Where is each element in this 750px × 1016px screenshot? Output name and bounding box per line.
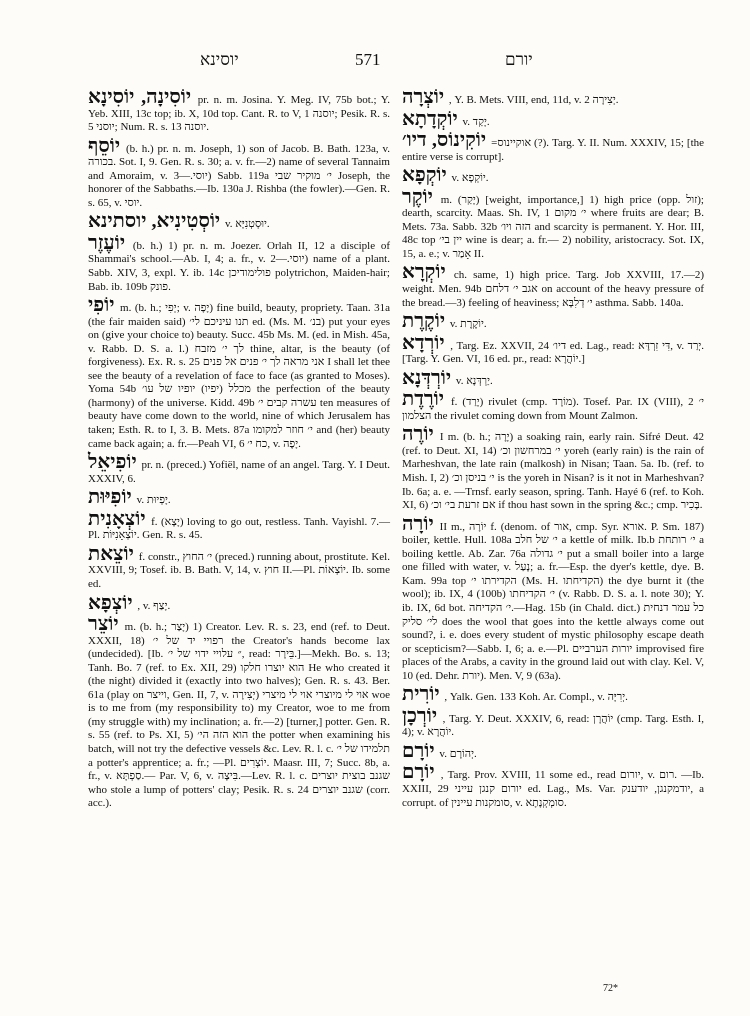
dictionary-entry xyxy=(402,704,705,740)
entry-definition: I m. (b. h.; יָרָה) a soaking rain, early rain. Sifré Deut. 42 (ref. to Deut. XI, 14) י׳ במרחשון וכ׳ yoreh (early rain) is the rain of Marheshvan, the late rain (malkosh) in Nisan; Taan. 5a. Ib. (ref. to Mish. I, 2) י׳ בניסן וכ׳ is the yoreh in Nisan? is it not in Marheshvan? Ib. 6a; a. e. —Trnsf. early season, spring. Tanh. Hayé 6 (ref. to Koh. XI, 6) אם זרעת בי׳ וכ׳ if thou hast sown in the spring &c.; cmp. בָּכִיר. xyxy=(402,431,705,512)
entry-headword: יוֹסְטִינִיא, יוסתינא xyxy=(88,210,221,233)
entry-headword: יוֹצֵאת xyxy=(88,542,134,565)
dictionary-entry xyxy=(402,685,704,705)
page-header xyxy=(0,50,750,76)
entry-definition: , Targ. Ez. XXVII, 24 דיו׳ ed. Lag., read: דִּי זִרְדָּא, v. יְרַד. [Targ. Y. Gen. VI, 16 ed. pr., read: יוֹהֲרָא.] xyxy=(402,339,704,366)
entry-headword: יוֹקֶרֶת xyxy=(402,310,446,333)
dictionary-entry xyxy=(88,453,390,486)
entry-headword: יוֹצֵר xyxy=(88,613,119,636)
entry-definition: v. יוֹקְפָא. xyxy=(451,172,489,185)
dictionary-entry xyxy=(402,425,704,512)
entry-definition: v. יָקַד. xyxy=(462,115,490,128)
entry-definition: m. (b. h.; יָצַר) 1) Creator. Lev. R. s. 23, end (ref. to Deut. XXXII, 18) רפויי יד של י׳ the Creator's hands become lax (undecided). [Ib. ״ עלויי ידוי של י׳, read: בֵּירָר.]—Mekh. Bo. s. 13; Tanh. Bo. 7 (ref. to Ex. XII, 29) הוא יוצרו חלקו He who created it (the night) divided it (exactly into two halves); Gen. R. s. 43. Ber. 61a (play on וייצר, Gen. II, 7, v. יְצִירָה) אוי לי מיוצרי אוי לי מיצרי woe is to me from (my responsibility to) my Creator, woe to me from (my struggle with) my inclination; a. fr.—2) [turner,] potter. Gen. R. s. 55 (ref. to Ps. XI, 5) הוא הזה הי׳ the potter when examining his batch, will not try the defective vessels &c. Lev. R. l. c. תלמידו של י׳ a potter's apprentice; a. fr.; —Pl. יוֹצְרִים. Maasr. III, 7; Succ. 8b, a. fr., v. סַפְתָּא.— Par. V, 6, v. בִּיצָה.—Lev. R. l. c. שגנב בוצית יוצרים who stole a lump of potters' clay; Pesik. R. s. 24 שגנב יוצרים (corr. acc.). xyxy=(88,621,391,810)
dictionary-entry xyxy=(402,763,704,810)
entry-headword: יוֹצְאָנִית xyxy=(88,507,146,530)
entry-definition: , Yalk. Gen. 133 Koh. Ar. Compl., v. יְרִיָּה. xyxy=(444,691,628,704)
right-column xyxy=(402,88,704,812)
entry-headword: יוֹקְפָא xyxy=(402,164,447,187)
entry-definition: v. יְהוֹרָם. xyxy=(439,747,477,760)
entry-definition: (b. h.) pr. n. m. Joseph, 1) son of Jacob. B. Bath. 123a, v. בכורה. Sot. I, 9. Gen. R. s. 30; a. v. fr.—2) name of several Tannaim and Amoraim, v. יוסי.—3) Sabb. 119a י׳ מוקיר שבי Joseph, the honorer of the Sabbaths.—Ib. 130a J. Rishba (the fowler).—Gen. R. s. 65, v. יוסי. xyxy=(88,142,390,209)
entry-definition: v. יַרְדְּנָא. xyxy=(455,374,493,387)
entry-definition: v. יָפְיוּת. xyxy=(136,494,171,507)
dictionary-entry xyxy=(88,542,390,592)
dictionary-entry xyxy=(402,88,704,108)
entry-definition: II m., יוֹרָה f. (denom. of אור, cmp. Syr. אורא. P. Sm. 187) boiler, kettle. Hull. 108a י׳ של חלב a kettle of milk. Ib.b י׳ רותחת a boiling kettle. Ab. Zar. 76a י׳ גדולה put a small boiler into a large one filled with water, v. נָעַל; a. fr.—Esp. the dyer's kettle, dye. B. Kam. 99a top הקדירתו י׳ (Ms. H. הקדיחתו) the dye burnt it (the wool); ib. IX, 4 (100b) י׳ הקדיחתו (v. Rabb. D. S. a. l. note 30); Y. ib. IX, 6d bot. י׳ הקדיחה.—Hag. 15b (in Chald. dict.) כל עמר דנחית לי׳ סליק does the wool that goes into the kettle always come out sound?, i. e. does every student of mystic philosophy escape death or scepticism?—Sabb. I, 6; a. e.—Pl. יורות הערביים improvised fire places of the Arabs, a cavity in the ground laid out with clay. Kel. V, 10 (ed. Dehr. יורת). Men. V, 9 (63a). xyxy=(402,520,705,682)
dictionary-entry xyxy=(402,185,705,262)
dictionary-entry xyxy=(88,488,390,508)
entry-headword: יוֹפִיּוּת xyxy=(88,486,132,509)
entry-definition: (b. h.) 1) pr. n. m. Joezer. Orlah II, 12 a disciple of Shammai's school.—Ab. I, 4; a. fr., v. יוסי.—2) name of a plant. Sabb. XIV, 3, expl. Y. ib. 14c פולימודיכן polytrichon, Maiden-hair; Bab. ib. 109b פונק. xyxy=(88,239,391,293)
left-column xyxy=(88,88,390,813)
entry-headword: יוֹפִי xyxy=(88,294,115,317)
dictionary-entry xyxy=(88,231,391,294)
entry-definition: m. (יָקַר) [weight, importance,] 1) high price (opp. זול); dearth, scarcity. Maas. Sh. IV, 1 י׳ מקום where fruits are dear; B. Mets. 73a. Sabb. 32b הזה ויו׳ and scarcity is permanent. Y. Hor. III, 48c top יין בי׳ wine is dear; a. fr.— 2) nobility, aristocracy. Sot. IX, 15, a. e.; v. אָמַר II. xyxy=(402,193,705,260)
entry-definition: , v. יָצַף. xyxy=(137,599,171,612)
entry-definition: , Targ. Y. Deut. XXXIV, 6, read: יוֹהֲרָן (cmp. Targ. Esth. I, 4); v. יוֹהֲרָא. xyxy=(402,712,705,739)
dictionary-entry xyxy=(402,366,704,389)
entry-headword: יוֹרֶדֶת xyxy=(402,388,445,411)
entry-headword: יוֹקְרָא xyxy=(402,261,446,284)
dictionary-entry xyxy=(88,615,390,811)
dictionary-entry xyxy=(402,331,704,367)
entry-definition: , Y. B. Mets. VIII, end, 11d, v. יְצִירָה 2. xyxy=(448,94,619,106)
dictionary-entry xyxy=(402,107,704,130)
dictionary-entry xyxy=(402,131,704,164)
entry-headword: יוֹעֶזֶר xyxy=(88,231,126,254)
running-head-left: יוסינא xyxy=(200,50,239,69)
entry-headword: יוֹצְפָא xyxy=(88,591,133,614)
entry-headword: יוֹרִית xyxy=(402,683,440,706)
entry-definition: pr. n. (preced.) Yofiël, name of an angel. Targ. Y. I Deut. XXXIV, 6. xyxy=(88,459,391,485)
entry-headword: יוֹרֶה xyxy=(402,423,434,446)
entry-headword: יוֹצְרָה xyxy=(402,86,445,108)
entry-headword: יוֹקֶר xyxy=(402,185,433,208)
entry-definition: f. (יָרַד) rivulet (cmp. מוֹרָד). Tosef. Par. IX (VIII), 2 י׳ הצלמון the rivulet coming down from Mount Zalmon. xyxy=(402,396,704,422)
entry-headword: יוֹרְדָא xyxy=(402,331,445,354)
dictionary-entry xyxy=(88,507,391,543)
dictionary-entry xyxy=(88,134,390,211)
dictionary-entry xyxy=(402,739,704,762)
entry-headword: יוֹרָה xyxy=(402,512,434,535)
dictionary-entry xyxy=(402,312,704,332)
dictionary-entry xyxy=(402,512,705,684)
entry-definition: v. יוּסְטְנִיָּא. xyxy=(224,218,270,231)
entry-headword: יוֹרְדְּנָא xyxy=(402,366,452,389)
entry-headword: יוֹסִינָה, יוֹסִינָא xyxy=(88,86,192,108)
dictionary-entry xyxy=(402,166,704,186)
entry-definition: v. יוֹקֶרֶת. xyxy=(449,318,487,331)
entry-definition: pr. n. m. Josina. Y. Meg. IV, 75b bot.; Y. Yeb. XIII, 13c top; ib. X, 10d top. Cant. R. to V, 1 יוסנה; Pesik. R. s. 5 יוסני; Num. R. s. 13 יוסנה. xyxy=(88,94,390,134)
dictionary-entry xyxy=(88,591,390,614)
entry-headword: יוֹקְדָתָא xyxy=(402,107,458,130)
entry-headword: יוֹרָם xyxy=(402,761,435,784)
dictionary-entry xyxy=(88,88,390,135)
entry-definition: , Targ. Prov. XVIII, 11 some ed., read יורום, v. רום. —Ib. XXIII, 29 יורום קנגן עייני ed. Lag., Ms. Var. יודמקנגן, יודענק, a corrupt. of סומקנות עיינין, v. סומְקְנָתָא. xyxy=(402,769,704,809)
entry-headword: יוֹסֵף xyxy=(88,134,121,157)
entry-definition: ch. same, 1) high price. Targ. Job XXVIII, 17.—2) weight. Men. 94b אגב י׳ דלחם on account of the heavy pressure of the bread.—3) feeling of heaviness; י׳ דְלִבָּא asthma. Sabb. 140a. xyxy=(402,269,704,309)
entry-headword: יוֹרָם xyxy=(402,739,435,762)
dictionary-entry xyxy=(402,263,704,310)
entry-definition: f. (יָצָא) loving to go out, restless. Tanh. Vayishl. 7.—Pl. יוֹצְאָנִיּוֹת. Gen. R. s. 45. xyxy=(88,515,391,542)
signature-mark: 72* xyxy=(603,983,618,994)
dictionary-entry xyxy=(88,212,390,232)
page-number: 571 xyxy=(355,50,381,69)
entry-definition: f. constr., י׳ החוץ (preced.) running about, prostitute. Kel. XXVIII, 9; Tosef. ib. B. Bath. V, 14, v. חוץ II.—Pl. יוֹצְאוֹת. Ib. some ed. xyxy=(88,550,390,590)
dictionary-entry xyxy=(402,390,704,423)
dictionary-entry xyxy=(88,296,390,451)
entry-headword: יוֹקִינוֹס, דיו׳ xyxy=(402,129,487,152)
entry-headword: יוֹרְכָן xyxy=(402,704,438,727)
entry-headword: יוֹפִיאֵל xyxy=(88,451,137,474)
running-head-right: יורם xyxy=(505,50,533,69)
entry-definition: =אוקיינוס (?). Targ. Y. II. Num. XXXIV, 15; [the entire verse is corrupt]. xyxy=(402,137,705,163)
entry-definition: m. (b. h.; יְפִי; v. יָפָה) fine build, beauty, propriety. Taan. 31a (the fair maiden said) תנו עיניכם לי׳ ed. (Ms. M. בנ׳) put your eyes on (give your choice to) beauty. Succ. 45b Ms. M. (ed. in Mish. 45a, v. Rabb. D. S. a. l.) לך י׳ מזבח thine, altar, is the beauty (of forgiveness). Ex. R. s. 25 אני מראה לך י׳ פנים אל פנים I shall let thee see the beauty of a revelation of face to face (as granted to Moses). Yoma 54b מכלל (יפיו) יופיו של עו׳ the perfection of the beauty (harmony) of the universe. Kidd. 49b עשרה קבים י׳ ten measures of beauty have come down to the world, nine of which Jerusalem has taken; Esth. R. to I, 3. B. Mets. 87a י׳ חוזר למקומו and (her) beauty came back again; a. fr.—Peah VI, 6 כח י׳, v. יָפֶה. xyxy=(88,302,391,450)
